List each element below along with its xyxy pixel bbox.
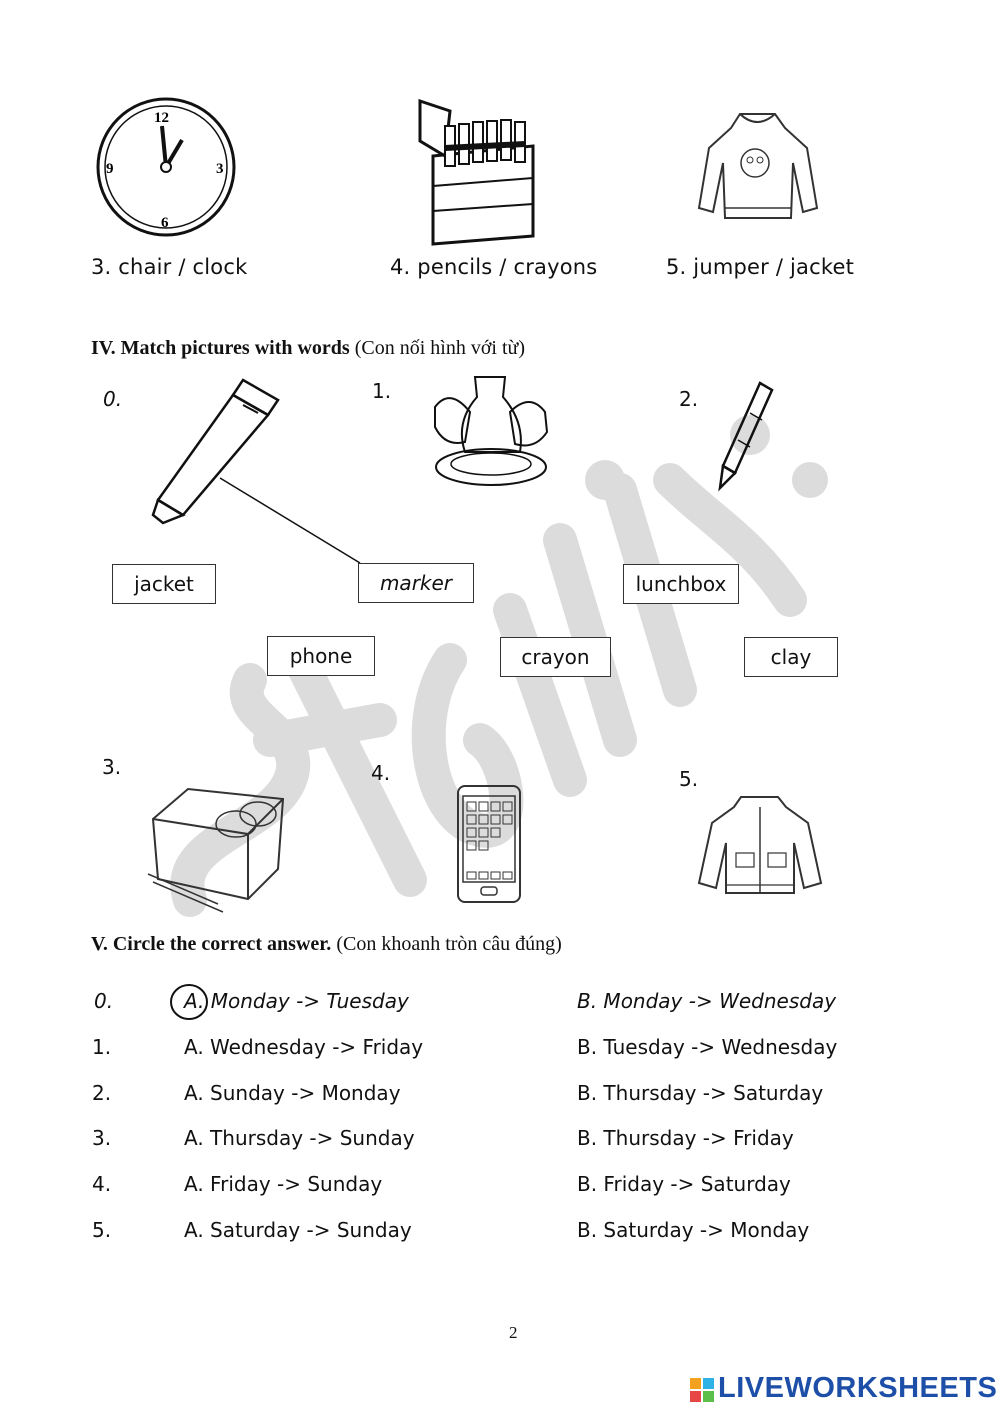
jumper-picture [695,108,820,226]
liveworksheets-logo-icon [690,1376,716,1404]
row-5-option-b[interactable]: B. Saturday -> Monday [577,1218,810,1242]
row-1-number: 1. [92,1035,112,1059]
section-4-heading [91,337,525,360]
section-4-title: IV. Match pictures with words [91,337,350,359]
crayon-picture [710,378,780,493]
row-3-number: 3. [92,1126,112,1150]
word-box-crayon[interactable]: crayon [500,637,611,677]
section-5-heading [91,933,562,956]
clay-pottery-picture [425,372,555,497]
item-number-2: 2. [679,387,699,411]
caption-jumper: 5. jumper / jacket [666,255,855,279]
match-line-marker [220,478,365,568]
word-box-marker[interactable]: marker [358,563,474,603]
crayon-box-picture [415,96,540,246]
row-2-option-a[interactable]: A. Sunday -> Monday [184,1081,401,1105]
row-5-number: 5. [92,1218,112,1242]
clock-picture [92,100,242,235]
word-box-lunchbox[interactable]: lunchbox [623,564,739,604]
caption-crayons: 4. pencils / crayons [390,255,598,279]
word-box-clay[interactable]: clay [744,637,838,677]
item-number-1: 1. [372,379,392,403]
svg-text:9: 9 [106,161,114,177]
item-number-0: 0. [103,387,123,411]
row-0-option-a[interactable]: A. Monday -> Tuesday [184,989,409,1013]
word-box-phone[interactable]: phone [267,636,375,676]
row-1-option-b[interactable]: B. Tuesday -> Wednesday [577,1035,838,1059]
word-box-jacket[interactable]: jacket [112,564,216,604]
row-3-option-b[interactable]: B. Thursday -> Friday [577,1126,794,1150]
row-1-option-a[interactable]: A. Wednesday -> Friday [184,1035,424,1059]
row-2-option-b[interactable]: B. Thursday -> Saturday [577,1081,824,1105]
section-5-note: (Con khoanh tròn câu đúng) [331,933,562,955]
section-5-title: V. Circle the correct answer. [91,933,332,955]
phone-picture [456,784,523,904]
svg-text:3: 3 [216,161,224,177]
svg-text:12: 12 [154,110,169,126]
row-2-number: 2. [92,1081,112,1105]
row-4-option-a[interactable]: A. Friday -> Sunday [184,1172,383,1196]
row-5-option-a[interactable]: A. Saturday -> Sunday [184,1218,412,1242]
item-number-4: 4. [371,761,391,785]
row-0-option-b[interactable]: B. Monday -> Wednesday [577,989,837,1013]
jacket-picture [696,793,824,899]
lunchbox-picture [148,784,290,916]
section-4-note: (Con nối hình với từ) [349,337,526,359]
row-4-number: 4. [92,1172,112,1196]
caption-clock: 3. chair / clock [91,255,248,279]
liveworksheets-brand[interactable]: LIVEWORKSHEETS [718,1372,998,1404]
item-number-3: 3. [102,755,122,779]
row-0-number: 0. [94,989,114,1013]
item-number-5: 5. [679,767,699,791]
page-number: 2 [509,1323,518,1342]
svg-text:6: 6 [161,215,169,231]
row-4-option-b[interactable]: B. Friday -> Saturday [577,1172,791,1196]
row-3-option-a[interactable]: A. Thursday -> Sunday [184,1126,415,1150]
